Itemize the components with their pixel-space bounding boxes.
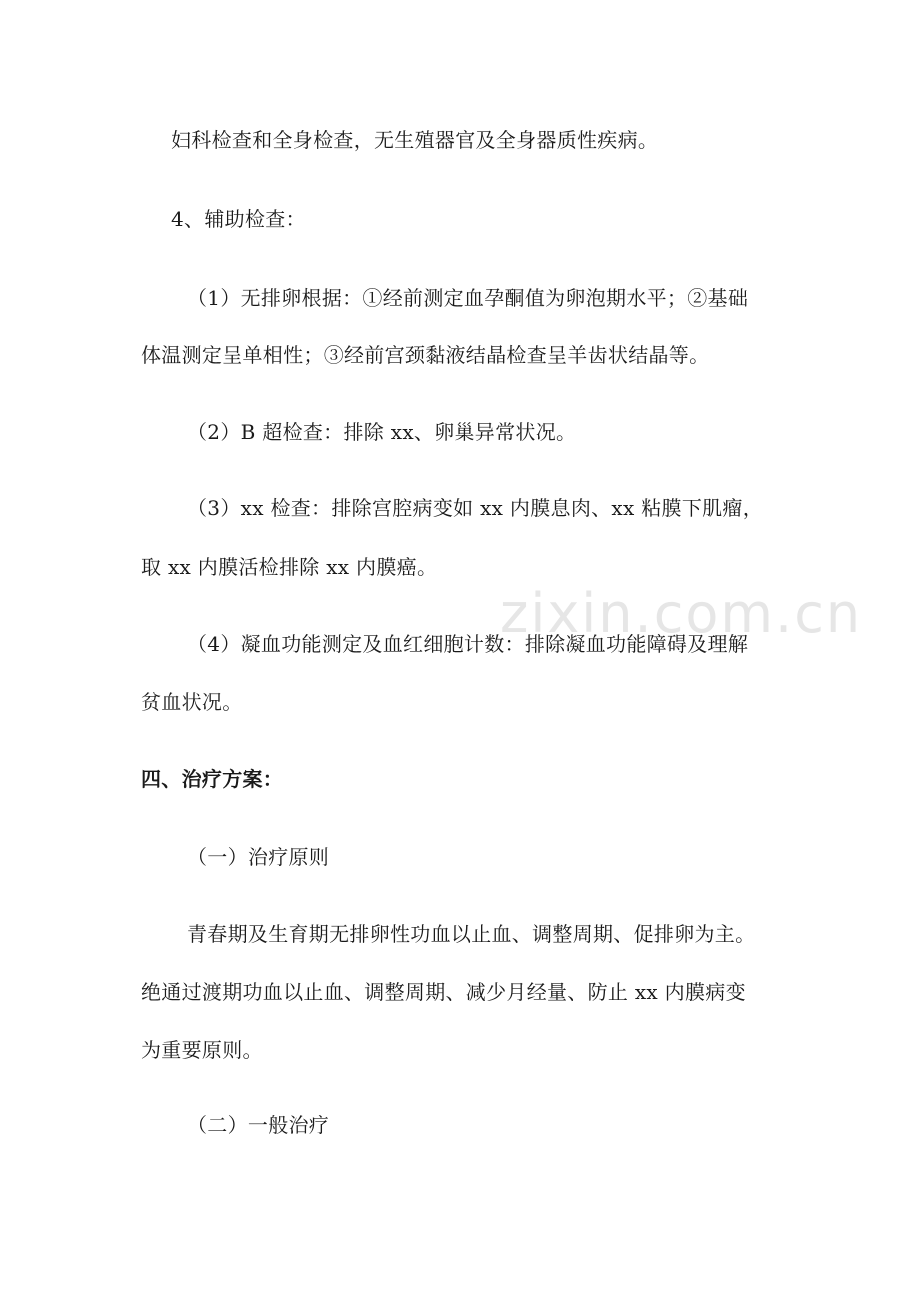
subheading-treatment-principle: （一）治疗原则 bbox=[187, 845, 330, 869]
section-heading-treatment: 四、治疗方案： bbox=[141, 767, 284, 791]
principle-line-3: 为重要原则。 bbox=[141, 1038, 263, 1062]
principle-line-2: 绝通过渡期功血以止血、调整周期、减少月经量、防止 xx 内膜病变 bbox=[141, 980, 746, 1004]
principle-line-1: 青春期及生育期无排卵性功血以止血、调整周期、促排卵为主。 bbox=[187, 922, 756, 946]
item-4-line-1: （4）凝血功能测定及血红细胞计数：排除凝血功能障碍及理解 bbox=[187, 632, 749, 656]
item-1-line-1: （1）无排卵根据：①经前测定血孕酮值为卵泡期水平；②基础 bbox=[187, 286, 749, 310]
watermark: zixin.com.cn bbox=[500, 582, 863, 645]
heading-auxiliary-exam: 4、辅助检查： bbox=[171, 207, 306, 231]
item-3-line-1: （3）xx 检查：排除宫腔病变如 xx 内膜息肉、xx 粘膜下肌瘤， bbox=[187, 496, 764, 520]
paragraph-gyn-exam: 妇科检查和全身检查，无生殖器官及全身器质性疾病。 bbox=[171, 128, 659, 152]
item-1-line-2: 体温测定呈单相性；③经前宫颈黏液结晶检查呈羊齿状结晶等。 bbox=[141, 343, 710, 367]
subheading-general-treatment: （二）一般治疗 bbox=[187, 1113, 330, 1137]
item-2: （2）B 超检查：排除 xx、卵巢异常状况。 bbox=[187, 420, 577, 444]
item-3-line-2: 取 xx 内膜活检排除 xx 内膜癌。 bbox=[141, 555, 438, 579]
item-4-line-2: 贫血状况。 bbox=[141, 690, 243, 714]
